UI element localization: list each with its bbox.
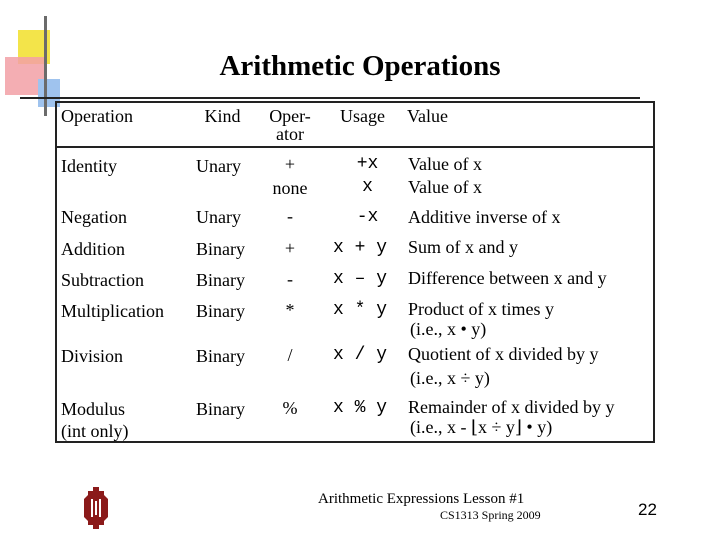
row-addition-kind: Binary	[196, 239, 245, 259]
header-separator	[55, 146, 655, 148]
footer-course: CS1313 Spring 2009	[440, 508, 541, 522]
header-operator-line1: Oper-	[269, 106, 311, 126]
row-subtraction-operator: -	[287, 269, 293, 289]
row-addition-operator: +	[284, 238, 296, 258]
row-multiplication-kind: Binary	[196, 301, 245, 321]
operations-table	[55, 101, 655, 443]
row-subtraction-operation: Subtraction	[61, 270, 144, 290]
row-division-usage: x / y	[333, 345, 388, 365]
row-multiplication-value-2: (i.e., x • y)	[410, 319, 487, 339]
header-value: Value	[407, 106, 448, 126]
row-multiplication-operation: Multiplication	[61, 301, 164, 321]
row-identity-operator-1: +	[284, 154, 296, 174]
row-negation-operation: Negation	[61, 207, 127, 227]
row-division-value-1: Quotient of x divided by y	[408, 344, 599, 364]
row-division-operation: Division	[61, 346, 124, 366]
row-negation-kind: Unary	[196, 207, 241, 227]
row-negation-usage: -x	[356, 207, 379, 227]
row-identity-value-1: Value of x	[408, 154, 482, 174]
row-modulus-operator: %	[282, 398, 298, 418]
table-border-top	[55, 101, 655, 103]
row-identity-kind: Unary	[196, 156, 241, 176]
row-modulus-usage: x % y	[333, 398, 388, 418]
page-number: 22	[638, 500, 657, 519]
row-multiplication-usage: x * y	[333, 300, 388, 320]
table-border-left	[55, 101, 57, 443]
row-multiplication-value-1: Product of x times y	[408, 299, 554, 319]
row-subtraction-usage: x – y	[333, 269, 388, 289]
row-subtraction-kind: Binary	[196, 270, 245, 290]
row-subtraction-value: Difference between x and y	[408, 268, 607, 288]
row-division-kind: Binary	[196, 346, 245, 366]
title-underline	[20, 97, 640, 99]
row-modulus-operation-1: Modulus	[61, 399, 126, 419]
row-addition-operation: Addition	[61, 239, 126, 259]
row-negation-operator: -	[287, 206, 293, 226]
table-border-right	[653, 101, 655, 443]
row-multiplication-operator: *	[285, 300, 295, 320]
slide-title: Arithmetic Operations	[219, 50, 501, 82]
header-operation: Operation	[61, 106, 133, 126]
header-kind: Kind	[204, 106, 241, 126]
row-modulus-kind: Binary	[196, 399, 245, 419]
row-division-operator: /	[287, 345, 293, 365]
footer-lesson-title: Arithmetic Expressions Lesson #1	[318, 491, 525, 507]
row-identity-usage-1: +x	[356, 154, 379, 174]
ou-logo-icon	[78, 487, 114, 529]
header-operator-line2: ator	[276, 124, 304, 144]
table-border-bottom	[55, 441, 655, 443]
row-identity-value-2: Value of x	[408, 177, 482, 197]
row-addition-value: Sum of x and y	[408, 237, 518, 257]
row-identity-operator-2: none	[272, 178, 308, 198]
row-modulus-value-1: Remainder of x divided by y	[408, 397, 615, 417]
header-usage: Usage	[340, 106, 385, 126]
row-identity-usage-2: x	[362, 177, 373, 197]
row-division-value-2: (i.e., x ÷ y)	[410, 368, 490, 388]
row-negation-value: Additive inverse of x	[408, 207, 561, 227]
row-modulus-value-2: (i.e., x - ⌊x ÷ y⌋ • y)	[410, 417, 553, 437]
row-modulus-operation-2: (int only)	[61, 421, 129, 441]
row-addition-usage: x + y	[333, 238, 388, 258]
row-identity-operation: Identity	[61, 156, 117, 176]
